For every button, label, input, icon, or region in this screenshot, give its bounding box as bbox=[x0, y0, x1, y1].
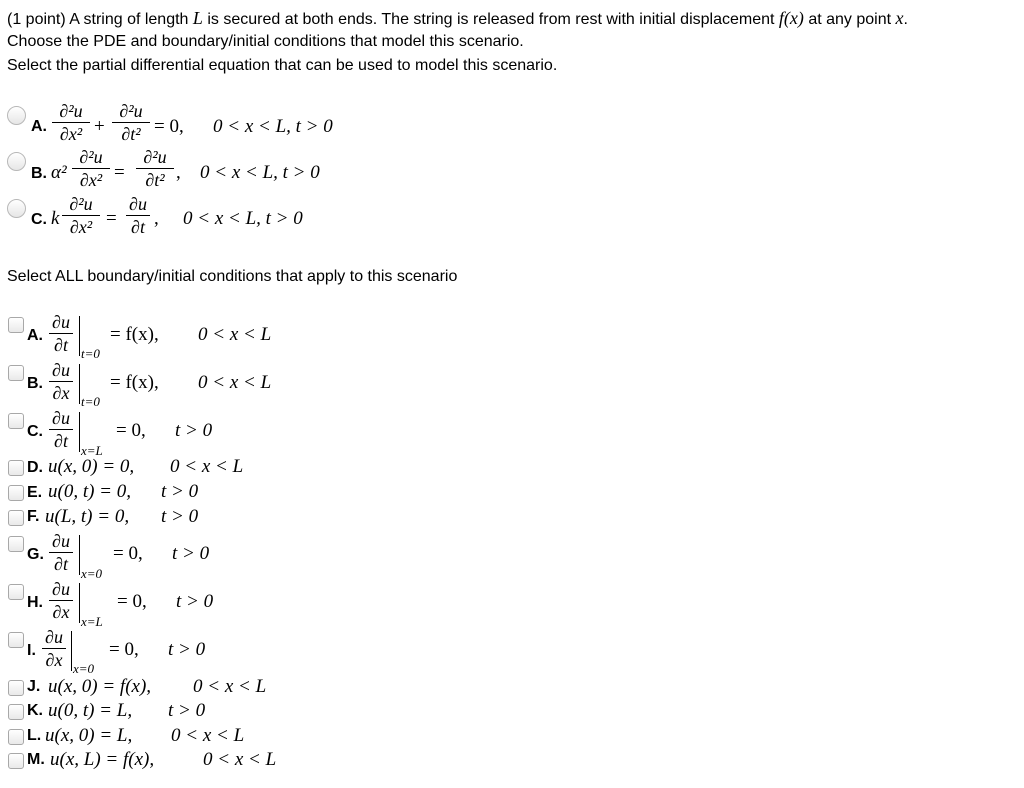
operator: + bbox=[94, 116, 105, 137]
denominator: ∂x² bbox=[69, 217, 93, 237]
rhs: = f(x), bbox=[110, 324, 159, 345]
option-label: M. bbox=[27, 751, 45, 768]
domain: t > 0 bbox=[168, 700, 206, 721]
evaluation-point: t=0 bbox=[81, 346, 100, 361]
denominator: ∂t bbox=[54, 335, 68, 355]
fraction bbox=[126, 194, 150, 237]
denominator: ∂x bbox=[45, 650, 63, 670]
rhs: = 0, bbox=[154, 116, 184, 137]
fraction bbox=[49, 312, 73, 355]
domain: t > 0 bbox=[175, 420, 213, 441]
checkbox[interactable] bbox=[8, 704, 24, 720]
numerator: ∂²u bbox=[79, 147, 103, 167]
evaluation-point: x=L bbox=[81, 614, 103, 629]
intro-text-d: . bbox=[903, 11, 908, 28]
rhs: , bbox=[154, 208, 159, 229]
domain: 0 < x < L bbox=[193, 676, 267, 697]
denominator: ∂x bbox=[52, 602, 70, 622]
evaluation-bar bbox=[79, 412, 80, 452]
numerator: ∂²u bbox=[143, 147, 167, 167]
rhs: , bbox=[176, 162, 181, 183]
denominator: ∂x² bbox=[79, 170, 103, 190]
numerator: ∂u bbox=[52, 579, 70, 599]
option-label: B. bbox=[27, 375, 43, 392]
checkbox[interactable] bbox=[8, 536, 24, 552]
rhs: = f(x), bbox=[110, 372, 159, 393]
denominator: ∂t bbox=[131, 217, 145, 237]
fraction bbox=[42, 627, 66, 670]
numerator: ∂u bbox=[52, 531, 70, 551]
operator: = bbox=[114, 162, 125, 183]
checkbox[interactable] bbox=[8, 753, 24, 769]
domain: t > 0 bbox=[172, 543, 210, 564]
numerator: ∂²u bbox=[119, 101, 143, 121]
operator: = bbox=[106, 208, 117, 229]
expression: u(0, t) = L, bbox=[48, 700, 133, 721]
numerator: ∂u bbox=[52, 408, 70, 428]
expression: u(0, t) = 0, bbox=[48, 481, 132, 502]
fraction bbox=[49, 531, 73, 574]
option-label: K. bbox=[27, 702, 43, 719]
evaluation-point: t=0 bbox=[81, 394, 100, 409]
fraction bbox=[52, 101, 90, 144]
fraction bbox=[49, 408, 73, 451]
fraction bbox=[112, 101, 150, 144]
numerator: ∂u bbox=[52, 360, 70, 380]
expression: u(x, 0) = f(x), bbox=[48, 676, 152, 697]
rhs: = 0, bbox=[113, 543, 143, 564]
checkbox[interactable] bbox=[8, 413, 24, 429]
evaluation-bar bbox=[79, 535, 80, 575]
checkbox[interactable] bbox=[8, 317, 24, 333]
domain: t > 0 bbox=[161, 481, 199, 502]
evaluation-bar bbox=[79, 316, 80, 356]
fraction bbox=[49, 360, 73, 403]
fraction bbox=[136, 147, 174, 190]
denominator: ∂x bbox=[52, 383, 70, 403]
option-label: H. bbox=[27, 594, 43, 611]
intro-text-c: at any point bbox=[803, 11, 896, 28]
radio-button[interactable] bbox=[7, 199, 26, 218]
intro-var-f: f(x) bbox=[778, 8, 804, 28]
checkbox[interactable] bbox=[8, 680, 24, 696]
evaluation-point: x=0 bbox=[81, 566, 103, 581]
option-label: B. bbox=[31, 165, 47, 182]
option-label: I. bbox=[27, 642, 36, 659]
option-label: G. bbox=[27, 546, 44, 563]
numerator: ∂u bbox=[129, 194, 147, 214]
numerator: ∂u bbox=[52, 312, 70, 332]
numerator: ∂²u bbox=[59, 101, 83, 121]
denominator: ∂t bbox=[54, 431, 68, 451]
problem-statement bbox=[7, 8, 908, 30]
option-label: D. bbox=[27, 459, 43, 476]
option-label: C. bbox=[31, 211, 47, 228]
checkbox[interactable] bbox=[8, 510, 24, 526]
numerator: ∂²u bbox=[69, 194, 93, 214]
fraction bbox=[49, 579, 73, 622]
fraction bbox=[72, 147, 110, 190]
pde-question: Select the partial differential equation that can be used to model this scenario. bbox=[7, 57, 558, 74]
denominator: ∂x² bbox=[59, 124, 83, 144]
expression: u(x, 0) = L, bbox=[45, 725, 133, 746]
domain: 0 < x < L, t > 0 bbox=[200, 162, 320, 183]
expression: u(x, 0) = 0, bbox=[48, 456, 135, 477]
evaluation-point: x=L bbox=[81, 443, 103, 458]
option-label: E. bbox=[27, 484, 43, 501]
domain: 0 < x < L, t > 0 bbox=[213, 116, 333, 137]
expression: u(x, L) = f(x), bbox=[50, 749, 155, 770]
rhs: = 0, bbox=[116, 420, 146, 441]
coefficient: k bbox=[51, 208, 60, 229]
intro-text-a: (1 point) A string of length bbox=[7, 11, 193, 28]
checkbox[interactable] bbox=[8, 729, 24, 745]
option-label: F. bbox=[27, 508, 40, 525]
denominator: ∂t² bbox=[121, 124, 141, 144]
domain: 0 < x < L bbox=[198, 324, 272, 345]
evaluation-bar bbox=[79, 364, 80, 404]
rhs: = 0, bbox=[117, 591, 147, 612]
domain: t > 0 bbox=[161, 506, 199, 527]
option-label: J. bbox=[27, 678, 41, 695]
numerator: ∂u bbox=[45, 627, 63, 647]
checkbox[interactable] bbox=[8, 460, 24, 476]
radio-button[interactable] bbox=[7, 152, 26, 171]
instruction-line: Choose the PDE and boundary/initial conditions that model this scenario. bbox=[7, 33, 524, 50]
option-label: C. bbox=[27, 423, 43, 440]
option-label: A. bbox=[27, 327, 43, 344]
checkbox[interactable] bbox=[8, 365, 24, 381]
intro-var-x: x bbox=[895, 8, 904, 28]
domain: 0 < x < L bbox=[203, 749, 277, 770]
denominator: ∂t bbox=[54, 554, 68, 574]
denominator: ∂t² bbox=[145, 170, 165, 190]
checkbox[interactable] bbox=[8, 632, 24, 648]
domain: t > 0 bbox=[168, 639, 206, 660]
evaluation-bar bbox=[71, 631, 72, 671]
expression: u(L, t) = 0, bbox=[45, 506, 130, 527]
domain: 0 < x < L bbox=[170, 456, 244, 477]
option-label: L. bbox=[27, 727, 42, 744]
radio-button[interactable] bbox=[7, 106, 26, 125]
checkbox[interactable] bbox=[8, 584, 24, 600]
coefficient: α² bbox=[51, 162, 67, 183]
intro-text-b: is secured at both ends. The string is released from rest with initial displacement bbox=[202, 11, 779, 28]
option-label: A. bbox=[31, 118, 47, 135]
checkbox[interactable] bbox=[8, 485, 24, 501]
fraction bbox=[62, 194, 100, 237]
evaluation-point: x=0 bbox=[73, 661, 95, 676]
intro-var-L: L bbox=[192, 8, 203, 28]
rhs: = 0, bbox=[109, 639, 139, 660]
domain: t > 0 bbox=[176, 591, 214, 612]
evaluation-bar bbox=[79, 583, 80, 623]
domain: 0 < x < L bbox=[171, 725, 245, 746]
domain: 0 < x < L, t > 0 bbox=[183, 208, 303, 229]
bc-question: Select ALL boundary/initial conditions that apply to this scenario bbox=[7, 268, 458, 285]
domain: 0 < x < L bbox=[198, 372, 272, 393]
